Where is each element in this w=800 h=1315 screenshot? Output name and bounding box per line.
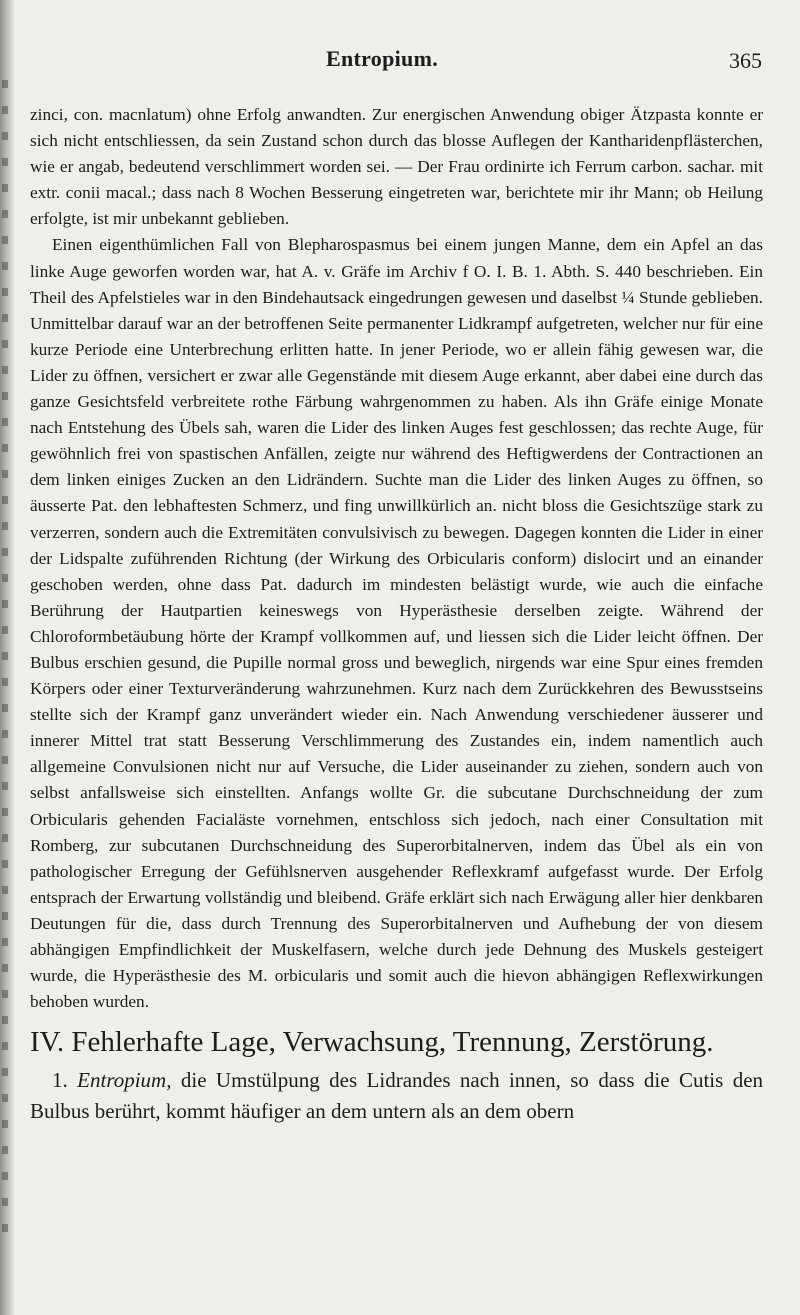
subsection-term: Entropium,	[77, 1068, 172, 1093]
subsection-text: die Umstülpung des Lidrandes nach innen, so dass die Cutis den Bulbus berührt, kommt häufiger an dem untern als an dem obern	[30, 1068, 764, 1124]
section-heading: IV. Fehlerhafte Lage, Verwachsung, Trennung, Zerstörung.	[30, 1026, 714, 1059]
binding-shadow	[2, 80, 8, 1240]
page-binding-edge	[0, 0, 14, 1315]
subsection-entropium	[30, 1065, 763, 1127]
paragraph-blepharospasmus-case: Einen eigenthümlichen Fall von Blepharospasmus bei einem jungen Manne, dem ein Apfel an das linke Auge geworfen worden war, hat A. v. Gräfe im Archiv f O. I. B. 1. Abth. S. 440 beschrieben. Ein Theil des Apfelstieles war in den Bindehautsack eingedrungen gewesen und daselbst ¼ Stunde geblieben. Unmittelbar darauf war an der betroffenen Seite permanenter Lidkrampf aufgetreten, welcher nur für eine kurze Periode eine Unterbrechung erlitten hatte. In jener Periode, wo er allein fähig gewesen war, die Lider zu öffnen, versichert er zwar alle Gegenstände mit diesem Auge erkannt, aber dabei eine durch das ganze Gesichtsfeld verbreitete rothe Färbung wahrgenommen zu haben. Als ihn Gräfe einige Monate nach Entstehung des Übels sah, waren die Lider des linken Auges fest geschlossen; das rechte Auge, für gewöhnlich frei von spastischen Anfällen, zeigte nur während des Heftigwerdens der Contractionen an dem linken einiges Zucken an den Lidrändern. Suchte man die Lider des linken Auges zu öffnen, so äusserte Pat. den lebhaftesten Schmerz, und fing unwillkürlich an. nicht bloss die Gesichtszüge stark zu verzerren, sondern auch die Extremitäten convulsivisch zu bewegen. Dagegen konnten die Lider in einer der Lidspalte zuführenden Richtung (der Wirkung des Orbicularis conform) dislocirt und an einander geschoben werden, ohne dass Pat. dadurch im mindesten belästigt wurde, wie auch die einfache Berührung der Hautpartien keineswegs von Hyperästhesie derselben zeigte. Während der Chloroformbetäubung hörte der Krampf vollkommen auf, und liessen sich die Lider leicht öffnen. Der Bulbus erschien gesund, die Pupille normal gross und beweglich, nirgends war eine Spur eines fremden Körpers oder einer Texturveränderung wahrzunehmen. Kurz nach dem Zurückkehren des Bewusstseins stellte sich der Krampf ganz unverändert wieder ein. Nach Anwendung verschiedener äusserer und innerer Mittel trat statt Besserung Verschlimmerung des Zustandes ein, indem namentlich auch allgemeine Convulsionen nicht nur auf Versuche, die Lider auseinander zu ziehen, sondern auch von selbst anfallsweise sich einstellten. Anfangs wollte Gr. die subcutane Durchschneidung der zum Orbicularis gehenden Facialäste vornehmen, entschloss sich jedoch, nach einer Consultation mit Romberg, zur subcutanen Durchschneidung des Superorbitalnerven, indem das Übel als ein von pathologischer Erregung der Gefühlsnerven ausgehender Reflexkramf aufgefasst wurde. Der Erfolg entsprach der Erwartung vollständig und bleibend. Gräfe erklärt sich nach Erwägung aller hier denkbaren Deutungen für die, dass durch Trennung des Superorbitalnerven und Aufhebung der von diesem abhängigen Empfindlichkeit der Muskelfasern, welche durch jede Dehnung des Muskels gesteigert wurde, die Hyperästhesie des M. orbicularis und somit auch die hievon abhängigen Reflexwirkungen behoben wurden.	[30, 235, 763, 1012]
page-number: 365	[729, 48, 762, 73]
paragraph-continuation: zinci, con. macnlatum) ohne Erfolg anwandten. Zur energischen Anwendung obiger Ätzpasta konnte er sich nicht entschliessen, da sein Zustand schon durch das blosse Auflegen der Kantharidenpflästerchen, wie er angab, bedeutend verschlimmert worden sei. — Der Frau ordinirte ich Ferrum carbon. sachar. mit extr. conii macal.; dass nach 8 Wochen Besserung eingetreten war, berichtete mir ihr Mann; ob Heilung erfolgte, ist mir unbekannt geblieben.	[30, 105, 763, 229]
running-title: Entropium.	[326, 46, 439, 71]
running-header	[18, 28, 800, 73]
page-content	[30, 102, 763, 1127]
subsection-number: 1.	[52, 1068, 68, 1093]
